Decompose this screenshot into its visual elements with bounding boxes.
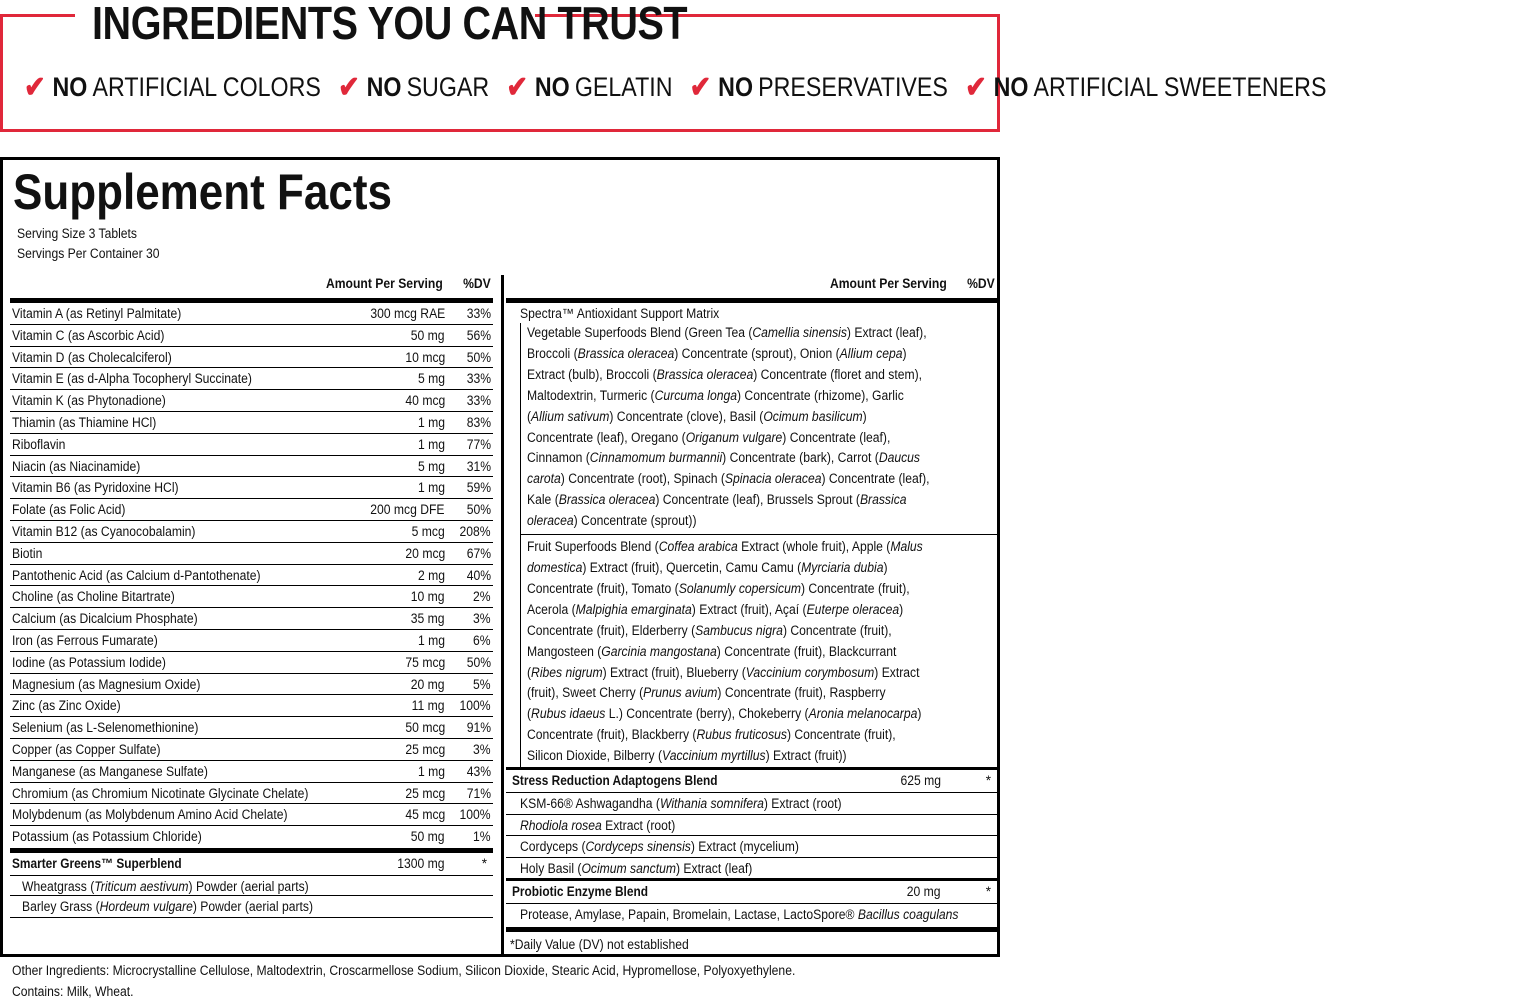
claim-text: PRESERVATIVES (758, 72, 948, 102)
table-row (10, 347, 493, 369)
left-header (10, 270, 493, 298)
claim-item (338, 72, 489, 103)
nutrient-amount: 45 mcg (405, 807, 445, 823)
table-row (10, 695, 493, 717)
stress-dv: * (985, 773, 991, 789)
nutrient-name: Vitamin B6 (as Pyridoxine HCl) (12, 480, 179, 496)
stress-name: Stress Reduction Adaptogens Blend (512, 773, 718, 789)
nutrient-amount: 50 mg (411, 327, 445, 343)
claim-text: GELATIN (574, 72, 673, 102)
nutrient-amount: 5 mg (417, 371, 445, 387)
nutrient-dv: 59% (466, 480, 491, 496)
blend-line: oleracea) Concentrate (sprout)) (527, 513, 697, 529)
supplement-facts-panel (0, 157, 1000, 957)
blend-item (506, 814, 997, 836)
blend-line: Vegetable Superfoods Blend (Green Tea (Camellia sinensis) Extract (leaf), (527, 325, 927, 340)
nutrient-name: Zinc (as Zinc Oxide) (12, 698, 121, 714)
nutrient-dv: 33% (466, 393, 491, 409)
nutrient-name: Vitamin B12 (as Cyanocobalamin) (12, 523, 196, 539)
blend-line: Extract (bulb), Broccoli (Brassica oleracea) Concentrate (floret and stem), (527, 366, 923, 382)
table-row (10, 826, 493, 848)
claim-no: NO (534, 72, 570, 102)
blend-line: Fruit Superfoods Blend (Coffea arabica Extract (whole fruit), Apple (Malus (527, 539, 923, 555)
nutrient-name: Biotin (12, 545, 43, 561)
nutrient-name: Vitamin D (as Cholecalciferol) (12, 349, 172, 365)
blend-line: (Ribes nigrum) Extract (fruit), Blueberry (Vaccinium corymbosum) Extract (527, 664, 920, 680)
table-row (10, 652, 493, 674)
nutrient-name: Molybdenum (as Molybdenum Amino Acid Chelate) (12, 807, 288, 823)
check-icon: ✔ (965, 70, 987, 104)
right-column (506, 270, 997, 952)
nutrient-name: Potassium (as Potassium Chloride) (12, 829, 202, 845)
table-row (10, 521, 493, 543)
nutrient-name: Niacin (as Niacinamide) (12, 458, 141, 474)
blend-item (506, 835, 997, 857)
table-row (10, 761, 493, 783)
claim-text: SUGAR (406, 72, 490, 102)
blend-item-text: Protease, Amylase, Papain, Bromelain, Lactase, LactoSpore® Bacillus coagulans (520, 907, 959, 923)
nutrient-dv: 50% (466, 349, 491, 365)
probiotic-items (506, 903, 997, 925)
nutrient-amount: 1 mg (417, 480, 445, 496)
nutrient-dv: 100% (459, 807, 491, 823)
claim-no: NO (52, 72, 88, 102)
blend-line: Kale (Brassica oleracea) Concentrate (leaf), Brussels Sprout (Brassica (527, 492, 907, 508)
claim-text: ARTIFICIAL SWEETENERS (1033, 72, 1327, 102)
nutrient-amount: 25 mcg (405, 785, 445, 801)
nutrient-table (10, 303, 493, 848)
table-row (10, 565, 493, 587)
table-row (10, 390, 493, 412)
greens-dv: * (481, 855, 487, 871)
greens-blend-row (10, 853, 493, 875)
nutrient-amount: 25 mcg (405, 741, 445, 757)
blend-line: Concentrate (fruit), Blackberry (Rubus fruticosus) Concentrate (fruit), (527, 727, 896, 743)
nutrient-dv: 91% (466, 720, 491, 736)
nutrient-amount: 75 mcg (405, 654, 445, 670)
probiotic-name: Probiotic Enzyme Blend (512, 884, 648, 900)
nutrient-name: Calcium (as Dicalcium Phosphate) (12, 611, 198, 627)
greens-item (10, 896, 493, 918)
nutrient-name: Choline (as Choline Bitartrate) (12, 589, 175, 605)
claim-item (965, 72, 1326, 103)
table-row (10, 543, 493, 565)
claim-item (506, 72, 672, 103)
nutrient-name: Thiamin (as Thiamine HCl) (12, 414, 157, 430)
allergen-statement: Contains: Milk, Wheat. (12, 984, 134, 999)
dv-header: %DV (463, 276, 491, 291)
blend-line: Concentrate (fruit), Elderberry (Sambucus nigra) Concentrate (fruit), (527, 622, 892, 638)
nutrient-dv: 33% (466, 371, 491, 387)
matrix-title: Spectra™ Antioxidant Support Matrix (520, 306, 720, 321)
nutrient-name: Vitamin A (as Retinyl Palmitate) (12, 306, 182, 321)
blend-line: domestica) Extract (fruit), Quercetin, Camu Camu (Myrciaria dubia) (527, 559, 888, 575)
trust-title: INGREDIENTS YOU CAN TRUST (92, 0, 688, 49)
blend-item-text: Holy Basil (Ocimum sanctum) Extract (leaf) (520, 860, 753, 876)
table-row (10, 586, 493, 608)
claim-no: NO (993, 72, 1029, 102)
nutrient-amount: 50 mcg (405, 720, 445, 736)
blend-item-text: KSM-66® Ashwagandha (Withania somnifera) Extract (root) (520, 796, 842, 812)
nutrient-name: Folate (as Folic Acid) (12, 502, 126, 518)
blend-line: (Allium sativum) Concentrate (clove), Basil (Ocimum basilicum) (527, 408, 867, 424)
nutrient-amount: 1 mg (417, 414, 445, 430)
blend-line: Maltodextrin, Turmeric (Curcuma longa) Concentrate (rhizome), Garlic (527, 387, 904, 403)
nutrient-amount: 20 mcg (405, 545, 445, 561)
nutrient-dv: 50% (466, 654, 491, 670)
greens-item-text: Barley Grass (Hordeum vulgare) Powder (aerial parts) (22, 899, 314, 915)
nutrient-amount: 2 mg (417, 567, 445, 583)
amount-header: Amount Per Serving (326, 276, 443, 291)
banner-border-left (0, 14, 75, 17)
table-row (10, 325, 493, 347)
greens-amount: 1300 mg (397, 855, 445, 871)
fruit-blend (520, 535, 997, 767)
blend-line: Broccoli (Brassica oleracea) Concentrate (sprout), Onion (Allium cepa) (527, 345, 907, 361)
claim-text: ARTIFICIAL COLORS (92, 72, 321, 102)
nutrient-amount: 10 mg (411, 589, 445, 605)
claim-no: NO (366, 72, 402, 102)
nutrient-dv: 77% (466, 436, 491, 452)
nutrient-dv: 6% (473, 632, 491, 648)
nutrient-amount: 5 mcg (411, 523, 445, 539)
nutrient-name: Selenium (as L-Selenomethionine) (12, 720, 199, 736)
claim-no: NO (718, 72, 754, 102)
footnote-text: *Daily Value (DV) not established (510, 936, 689, 952)
blend-line: Cinnamon (Cinnamomum burmannii) Concentrate (bark), Carrot (Daucus (527, 450, 921, 466)
table-row (10, 477, 493, 499)
nutrient-amount: 1 mg (417, 436, 445, 452)
table-row (10, 783, 493, 805)
check-icon: ✔ (338, 70, 360, 104)
nutrient-dv: 67% (466, 545, 491, 561)
nutrient-amount: 10 mcg (405, 349, 445, 365)
nutrient-amount: 1 mg (417, 632, 445, 648)
nutrient-name: Manganese (as Manganese Sulfate) (12, 763, 208, 779)
nutrient-dv: 100% (459, 698, 491, 714)
nutrient-amount: 200 mcg DFE (370, 502, 445, 518)
left-column (10, 270, 493, 918)
table-row (10, 804, 493, 826)
table-row (10, 434, 493, 456)
blend-line: Concentrate (leaf), Oregano (Origanum vulgare) Concentrate (leaf), (527, 429, 891, 445)
blend-line: (fruit), Sweet Cherry (Prunus avium) Concentrate (fruit), Raspberry (527, 685, 886, 701)
amount-header-right: Amount Per Serving (830, 276, 947, 291)
vegetable-blend (520, 323, 997, 535)
probiotic-blend-row (506, 881, 997, 903)
blend-item (506, 903, 997, 925)
nutrient-name: Pantothenic Acid (as Calcium d-Pantothenate) (12, 567, 261, 583)
greens-item-text: Wheatgrass (Triticum aestivum) Powder (aerial parts) (22, 878, 309, 894)
blend-line: Acerola (Malpighia emarginata) Extract (fruit), Açaí (Euterpe oleracea) (527, 601, 904, 617)
blend-item (506, 857, 997, 879)
check-icon: ✔ (24, 70, 46, 104)
nutrient-amount: 20 mg (411, 676, 445, 692)
nutrient-dv: 208% (459, 523, 491, 539)
nutrient-amount: 40 mcg (405, 393, 445, 409)
table-row (10, 717, 493, 739)
nutrient-dv: 1% (473, 829, 491, 845)
nutrient-amount: 50 mg (411, 829, 445, 845)
nutrient-name: Vitamin C (as Ascorbic Acid) (12, 327, 165, 343)
claim-item (690, 72, 948, 103)
nutrient-dv: 71% (466, 785, 491, 801)
nutrient-dv: 31% (466, 458, 491, 474)
probiotic-amount: 20 mg (907, 884, 941, 900)
nutrient-dv: 83% (466, 414, 491, 430)
nutrient-name: Magnesium (as Magnesium Oxide) (12, 676, 201, 692)
nutrient-name: Vitamin E (as d-Alpha Tocopheryl Succinate) (12, 371, 252, 387)
nutrient-dv: 40% (466, 567, 491, 583)
claims-list (24, 72, 1538, 103)
nutrient-dv: 5% (473, 676, 491, 692)
table-row (10, 456, 493, 478)
nutrient-dv: 56% (466, 327, 491, 343)
stress-amount: 625 mg (900, 773, 941, 789)
blend-line: Mangosteen (Garcinia mangostana) Concentrate (fruit), Blackcurrant (527, 643, 897, 659)
table-row (10, 499, 493, 521)
nutrient-name: Iodine (as Potassium Iodide) (12, 654, 166, 670)
nutrient-dv: 43% (466, 763, 491, 779)
table-row (10, 630, 493, 652)
blend-item (506, 792, 997, 814)
other-ingredients-block (12, 960, 795, 1002)
serving-size: Serving Size 3 Tablets (17, 226, 137, 241)
blend-line: (Rubus idaeus L.) Concentrate (berry), Chokeberry (Aronia melanocarpa) (527, 706, 922, 722)
nutrient-name: Riboflavin (12, 436, 66, 452)
nutrient-dv: 50% (466, 502, 491, 518)
blend-item-text: Cordyceps (Cordyceps sinensis) Extract (mycelium) (520, 839, 799, 855)
nutrient-dv: 3% (473, 741, 491, 757)
nutrient-amount: 35 mg (411, 611, 445, 627)
probiotic-dv: * (985, 884, 991, 900)
table-row (10, 303, 493, 325)
table-row (10, 368, 493, 390)
right-header (506, 270, 997, 298)
check-icon: ✔ (689, 70, 712, 104)
nutrient-amount: 1 mg (417, 763, 445, 779)
blend-line: carota) Concentrate (root), Spinach (Spinacia oleracea) Concentrate (leaf), (527, 471, 930, 487)
table-row (10, 739, 493, 761)
nutrient-name: Copper (as Copper Sulfate) (12, 741, 161, 757)
table-row (10, 412, 493, 434)
nutrient-name: Vitamin K (as Phytonadione) (12, 393, 166, 409)
nutrient-amount: 11 mg (412, 698, 445, 714)
nutrient-dv: 2% (473, 589, 491, 605)
blend-line: Concentrate (fruit), Tomato (Solanumly copersicum) Concentrate (fruit), (527, 580, 910, 596)
footnote (506, 932, 997, 952)
other-ingredients: Other Ingredients: Microcrystalline Cellulose, Maltodextrin, Croscarmellose Sodium, Silicon Dioxide, Stearic Acid, Hypromellose, Polyoxyethylene. (12, 963, 796, 978)
facts-title: Supplement Facts (13, 164, 392, 220)
table-row (10, 674, 493, 696)
greens-item (10, 875, 493, 897)
blend-line: Silicon Dioxide, Bilberry (Vaccinium myrtillus) Extract (fruit)) (527, 748, 847, 764)
nutrient-amount: 5 mg (417, 458, 445, 474)
check-icon: ✔ (506, 70, 528, 104)
table-row (10, 608, 493, 630)
greens-name: Smarter Greens™ Superblend (12, 855, 182, 871)
stress-items (506, 792, 997, 878)
matrix-title-row (506, 303, 997, 323)
nutrient-name: Iron (as Ferrous Fumarate) (12, 632, 158, 648)
nutrient-amount: 300 mcg RAE (370, 306, 445, 321)
claim-item (24, 72, 321, 103)
servings-per-container: Servings Per Container 30 (17, 246, 160, 261)
nutrient-dv: 33% (466, 306, 491, 321)
dv-header-right: %DV (967, 276, 995, 291)
column-divider (501, 275, 504, 955)
stress-blend-row (506, 770, 997, 792)
blend-item-text: Rhodiola rosea Extract (root) (520, 817, 676, 833)
nutrient-dv: 3% (473, 611, 491, 627)
nutrient-name: Chromium (as Chromium Nicotinate Glycinate Chelate) (12, 785, 309, 801)
